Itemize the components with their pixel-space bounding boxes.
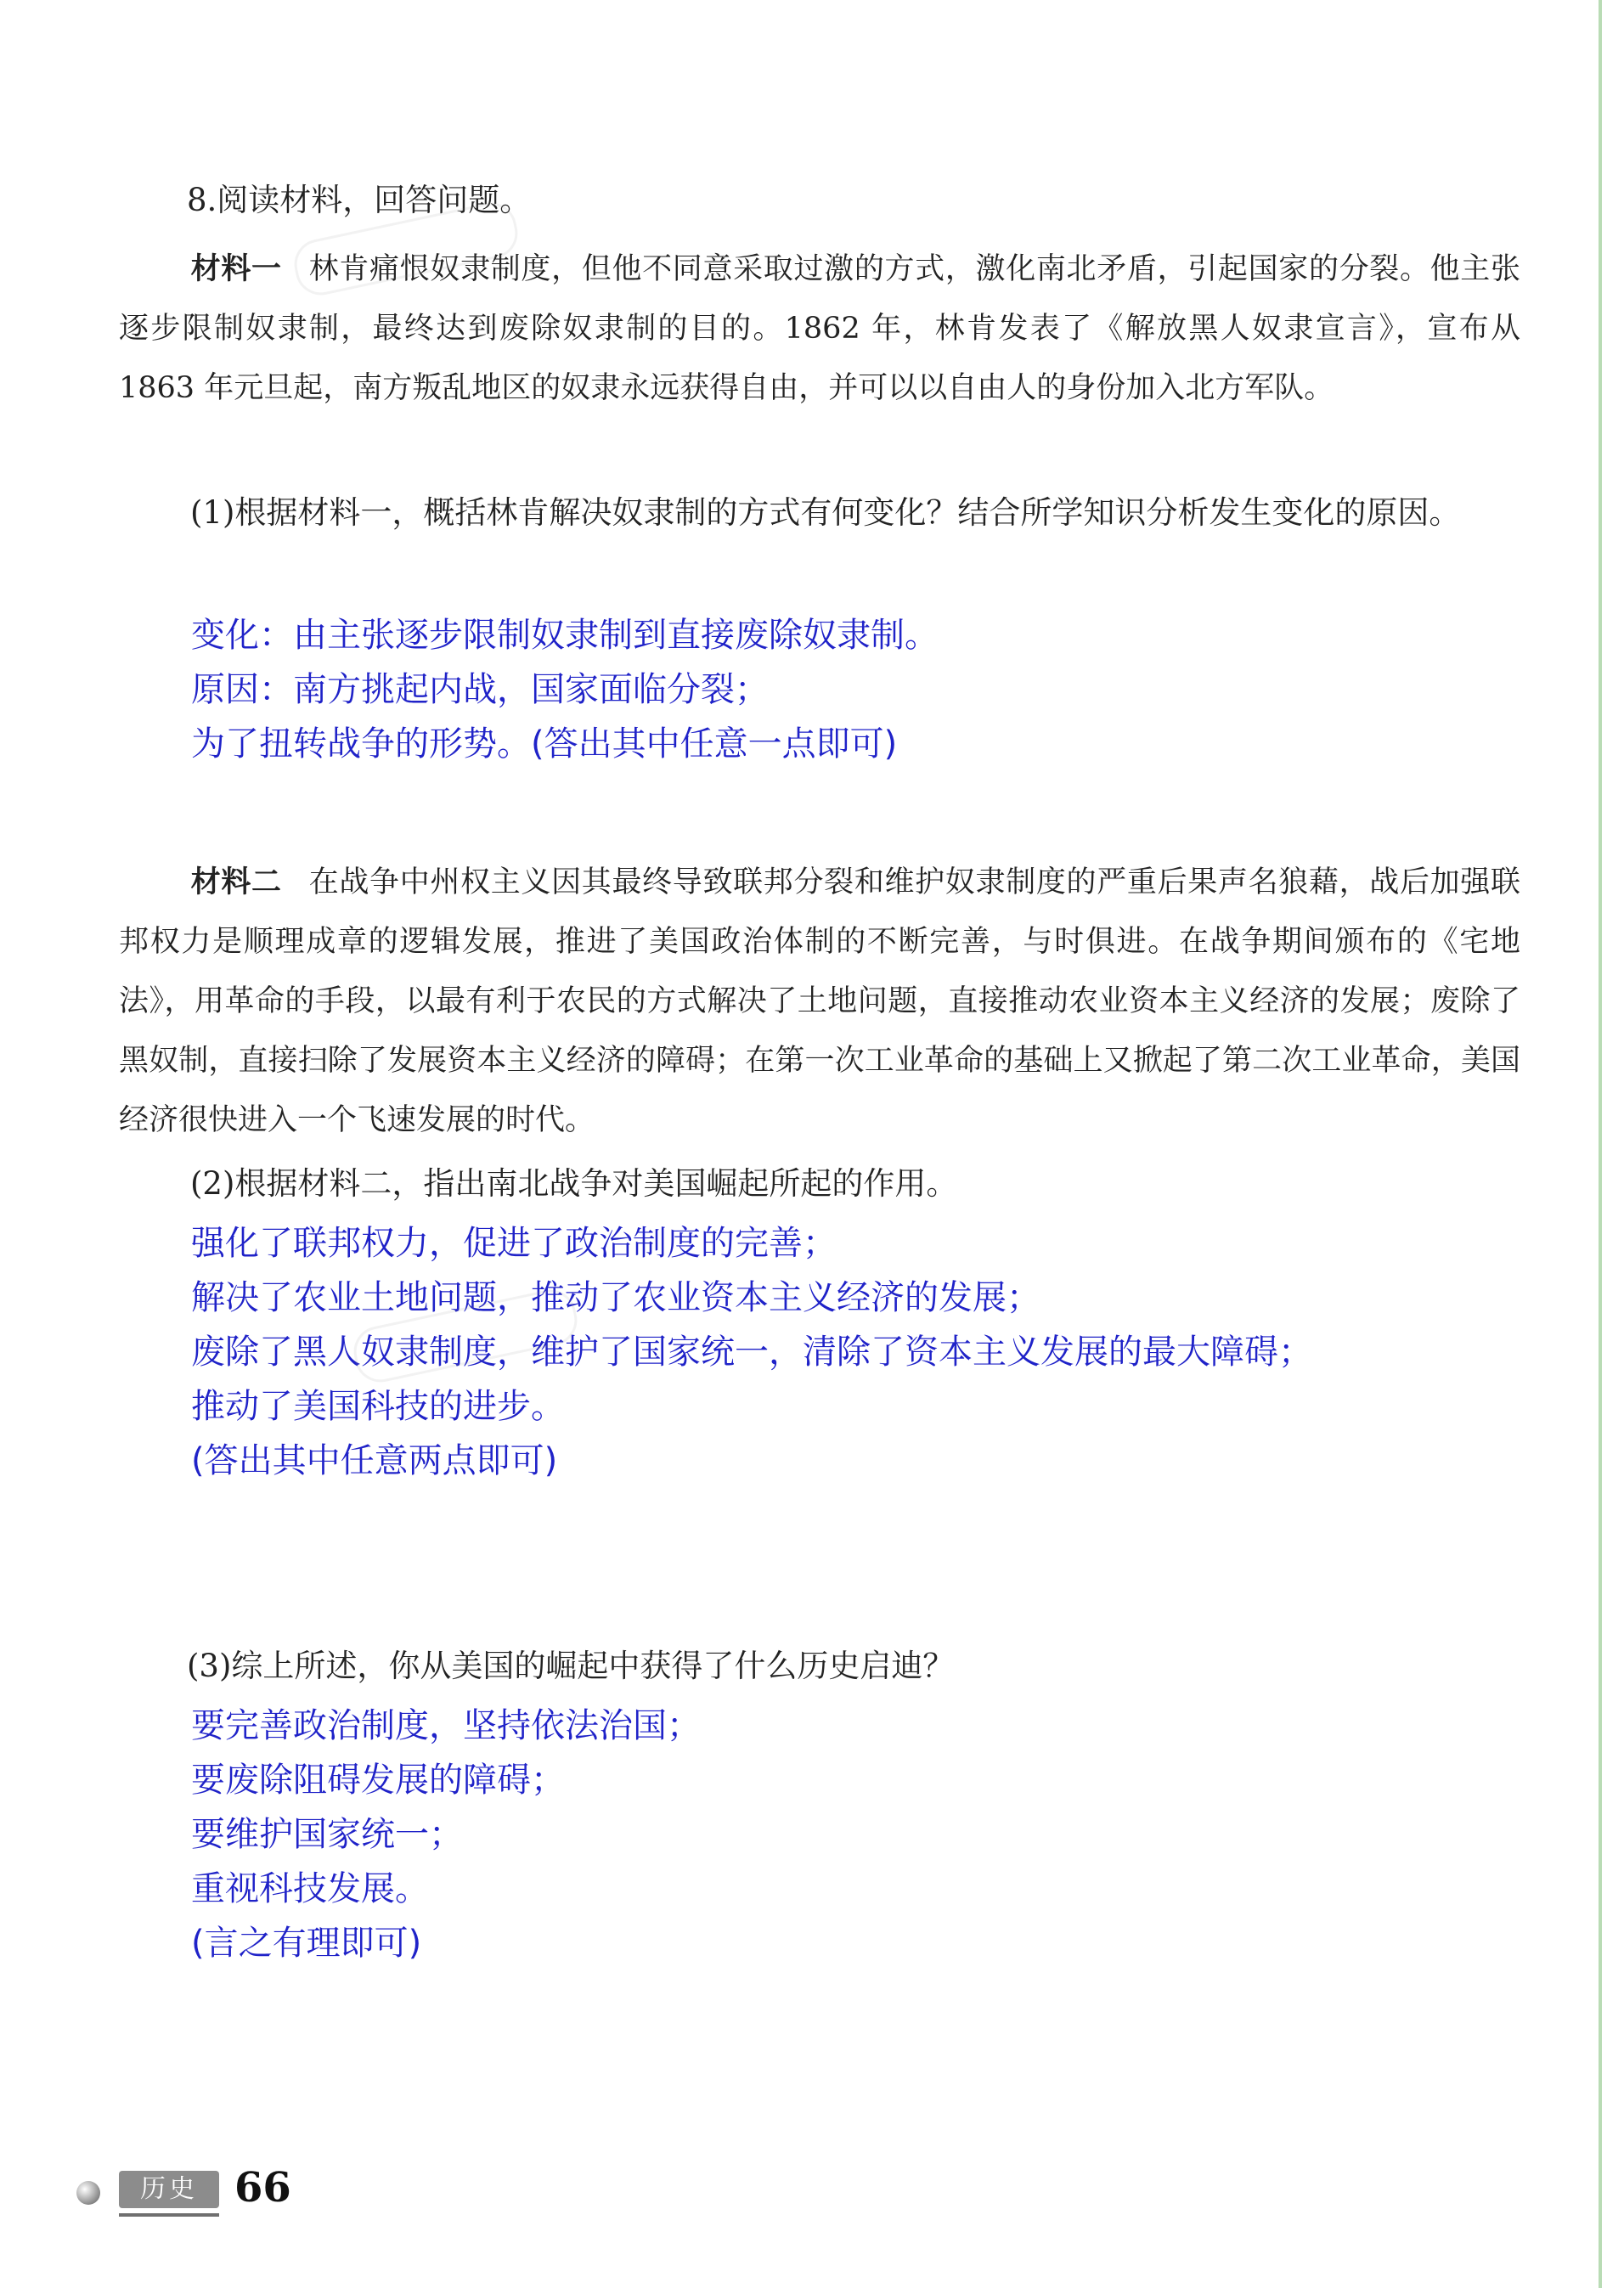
answer-2-line: 强化了联邦权力，促进了政治制度的完善； — [191, 1224, 837, 1263]
answer-3-line: 要废除阻碍发展的障碍； — [191, 1761, 565, 1800]
material-one-label: 材料一 — [190, 252, 282, 286]
answer-3-line: 重视科技发展。 — [191, 1869, 429, 1908]
subject-underline — [119, 2213, 219, 2217]
answer-1-line: 为了扭转战争的形势。(答出其中任意一点即可) — [191, 724, 898, 764]
question-1-text: (1)根据材料一，概括林肯解决奴隶制的方式有何变化？结合所学知识分析发生变化的原因。 — [190, 494, 1461, 531]
footer-bullet-icon — [76, 2181, 100, 2205]
answer-2-line: (答出其中任意两点即可) — [191, 1441, 558, 1480]
answer-1-line: 变化：由主张逐步限制奴隶制到直接废除奴隶制。 — [191, 616, 939, 655]
answer-3-line: 要维护国家统一； — [191, 1815, 463, 1854]
answer-1 — [191, 608, 939, 771]
question-title: 8.阅读材料，回答问题。 — [187, 182, 532, 218]
subject-label: 历史 — [140, 2174, 198, 2204]
answer-3-line: (言之有理即可) — [191, 1924, 422, 1963]
material-two-text: 在战争中州权主义因其最终导致联邦分裂和维护奴隶制度的严重后果声名狼藉，战后加强联邦权力是顺理成章的逻辑发展，推进了美国政治体制的不断完善，与时俱进。在战争期间颁布的《宅地法》，用革命的手段，以最有利于农民的方式解决了土地问题，直接推动农业资本主义经济的发展；废除了黑奴制，直接扫除了发展资本主义经济的障碍；在第一次工业革命的基础上又掀起了第二次工业革命，美国经济很快进入一个飞速发展的时代。 — [119, 865, 1520, 1137]
material-one-text: 林肯痛恨奴隶制度，但他不同意采取过激的方式，激化南北矛盾，引起国家的分裂。他主张逐步限制奴隶制，最终达到废除奴隶制的目的。1862 年，林肯发表了《解放黑人奴隶宣言》，宣布从 1863 年元旦起，南方叛乱地区的奴隶永远获得自由，并可以以自由人的身份加入北方军队。 — [119, 252, 1520, 405]
question-2 — [119, 1153, 1520, 1214]
answer-2-line: 废除了黑人奴隶制度，维护了国家统一，清除了资本主义发展的最大障碍； — [191, 1333, 1312, 1372]
page-number: 66 — [234, 2164, 291, 2212]
page-edge-stripe — [1599, 0, 1602, 2288]
question-3-text: (3)综上所述，你从美国的崛起中获得了什么历史启迪？ — [187, 1648, 955, 1684]
answer-2-line: 推动了美国科技的进步。 — [191, 1387, 565, 1426]
answer-1-line: 原因：南方挑起内战，国家面临分裂； — [191, 670, 769, 709]
material-two-label: 材料二 — [190, 865, 282, 899]
question-3 — [119, 1636, 1520, 1697]
question-2-text: (2)根据材料二，指出南北战争对美国崛起所起的作用。 — [190, 1165, 958, 1202]
answer-2-line: 解决了农业土地问题，推动了农业资本主义经济的发展； — [191, 1278, 1040, 1317]
answer-3-line: 要完善政治制度，坚持依法治国； — [191, 1706, 701, 1745]
material-two-paragraph — [119, 853, 1520, 1150]
question-1 — [119, 482, 1520, 544]
answer-3 — [191, 1699, 701, 1970]
